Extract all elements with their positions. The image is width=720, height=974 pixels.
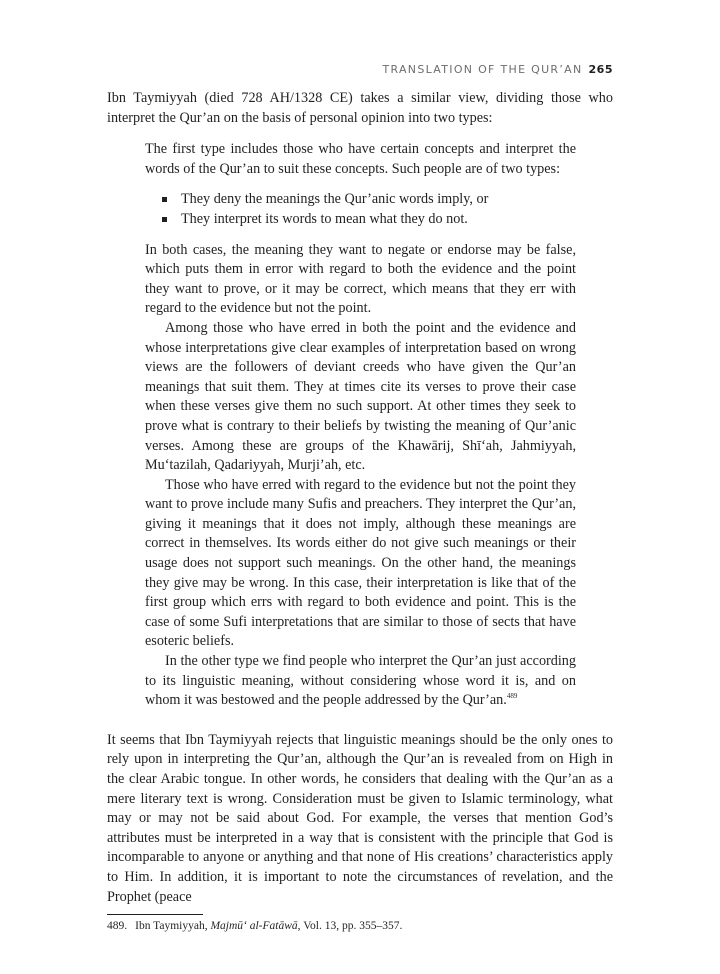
footnote-title: Majmū‘ al-Fatāwā (210, 920, 298, 933)
list-item (162, 190, 576, 210)
square-bullet-icon (162, 217, 167, 222)
quote-paragraph: In both cases, the meaning they want to negate or endorse may be false, which puts them in error with regard to both the evidence and the point they want to prove, or it may be correct, which means that they err with regard to the evidence but not the point. (145, 241, 576, 317)
block-quote (145, 140, 576, 711)
closing-paragraph: It seems that Ibn Taymiyyah rejects that linguistic meanings should be the only ones to rely upon in interpreting the Qur’an, although the Qur’an is revealed from on High in the clear Arabic tongue. In other words, he considers that dealing with the Qur’an as a mere literary text is wrong. Consideration must be given to Islamic terminology, what may or may not be said about God. For example, the verses that mention God’s attributes must be interpreted in a way that is consistent with the principle that God is incomparable to anyone or anything and that none of His creations’ characteristics apply to Him. In addition, it is important to note the circumstances of revelation, and the Prophet (peace (107, 731, 613, 905)
running-head (107, 62, 613, 78)
footnote (107, 919, 613, 934)
footnote-author: Ibn Taymiyyah, (135, 920, 208, 933)
page-number: 265 (588, 63, 613, 76)
square-bullet-icon (162, 197, 167, 202)
footnote-details: , Vol. 13, pp. 355–357. (297, 920, 403, 933)
bullet-list (162, 190, 576, 229)
quote-paragraph: Among those who have erred in both the point and the evidence and whose interpretations give clear examples of interpretation based on wrong views are the followers of deviant creeds who have given the Qur’an meanings that suit them. They at times cite its verses to prove their case when these verses give them no such support. At other times they seek to prove what is contrary to their beliefs by twisting the meaning of Qur’anic verses. Among these are groups of the Khawārij, Shī‘ah, Jahmiyyah, Mu‘tazilah, Qadariyyah, Murji’ah, etc. (145, 319, 576, 474)
running-title: TRANSLATION OF THE QUR’AN (382, 63, 583, 76)
bullet-text: They interpret its words to mean what they do not. (181, 210, 468, 227)
intro-paragraph: Ibn Taymiyyah (died 728 AH/1328 CE) takes a similar view, dividing those who interpret the Qur’an on the basis of personal opinion into two types: (107, 90, 613, 126)
quote-paragraph: Those who have erred with regard to the evidence but not the point they want to prove include many Sufis and preachers. They interpret the Qur’an, giving it meanings that it does not imply, although these meanings are correct in themselves. Its words either do not give such meanings or their usage does not support such meanings. On the other hand, the meanings they give may be wrong. In this case, their interpretation is like that of the first group which errs with regard to both evidence and point. This is the case of some Sufi interpretations that are similar to those of sects that have esoteric beliefs. (145, 476, 576, 650)
list-item (162, 210, 576, 230)
bullet-text: They deny the meanings the Qur’anic words imply, or (181, 191, 489, 208)
quote-first-paragraph: The first type includes those who have certain concepts and interpret the words of the Qur’an to suit these concepts. Such people are of two types: (145, 141, 576, 177)
footnote-reference[interactable]: 489 (506, 692, 518, 701)
quote-paragraph-last (145, 652, 576, 711)
quote-paragraph-text: In the other type we find people who interpret the Qur’an just according to its linguistic meaning, without considering whose word it is, and on whom it was bestowed and the people addressed by the Qur’an. (145, 653, 576, 709)
footnote-number: 489. (107, 920, 128, 933)
footnote-divider (107, 914, 203, 915)
